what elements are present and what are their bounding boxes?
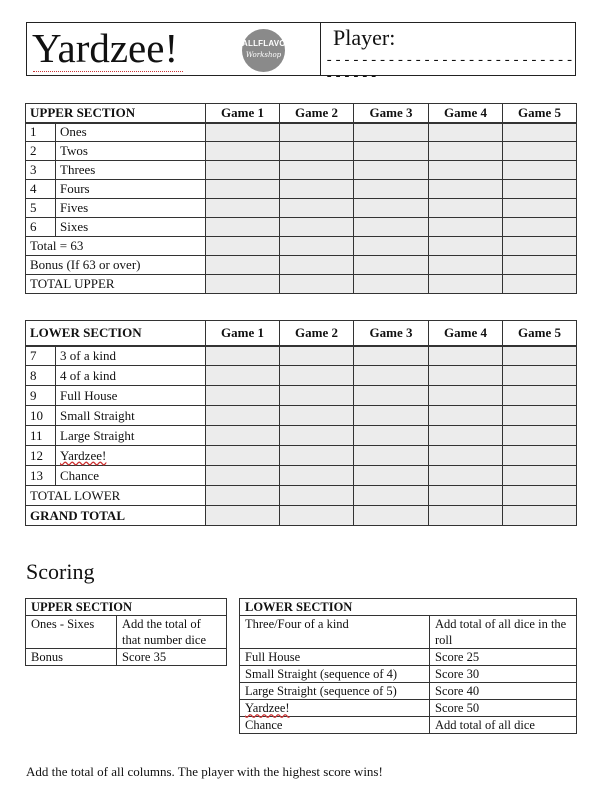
bonus-row-label: Bonus (If 63 or over) bbox=[26, 256, 206, 275]
score-cell[interactable] bbox=[206, 161, 280, 180]
game-column-header: Game 2 bbox=[280, 321, 354, 346]
row-number: 10 bbox=[26, 406, 56, 426]
score-cell[interactable] bbox=[503, 161, 577, 180]
row-label: Fives bbox=[56, 199, 206, 218]
score-cell[interactable] bbox=[429, 237, 503, 256]
score-cell[interactable] bbox=[206, 123, 280, 142]
game-column-header: Game 1 bbox=[206, 104, 280, 123]
score-cell[interactable] bbox=[503, 237, 577, 256]
score-cell[interactable] bbox=[429, 446, 503, 466]
rule-name: Yardzee! bbox=[240, 700, 430, 717]
game-column-header: Game 5 bbox=[503, 104, 577, 123]
row-number: 12 bbox=[26, 446, 56, 466]
score-cell[interactable] bbox=[280, 180, 354, 199]
player-name-line[interactable]: ---------------------------------- bbox=[325, 53, 575, 85]
rule-score: Score 30 bbox=[430, 666, 577, 683]
score-row bbox=[26, 506, 577, 526]
score-cell[interactable] bbox=[354, 256, 429, 275]
score-cell[interactable] bbox=[503, 346, 577, 366]
score-cell[interactable] bbox=[206, 142, 280, 161]
scoring-heading: Scoring bbox=[26, 559, 95, 584]
score-row bbox=[26, 426, 577, 446]
score-cell[interactable] bbox=[503, 275, 577, 294]
score-cell[interactable] bbox=[429, 466, 503, 486]
score-row bbox=[26, 486, 577, 506]
score-row bbox=[26, 406, 577, 426]
score-cell[interactable] bbox=[354, 199, 429, 218]
rule-name: Full House bbox=[240, 649, 430, 666]
score-cell[interactable] bbox=[503, 180, 577, 199]
score-cell[interactable] bbox=[206, 406, 280, 426]
header-box bbox=[26, 22, 576, 85]
score-cell[interactable] bbox=[354, 142, 429, 161]
logo-text-bottom: Workshop bbox=[245, 51, 282, 59]
rule-name: Three/Four of a kind bbox=[240, 616, 430, 649]
player-label: Player: bbox=[333, 25, 396, 50]
rule-score: Score 25 bbox=[430, 649, 577, 666]
row-number: 8 bbox=[26, 366, 56, 386]
score-cell[interactable] bbox=[280, 199, 354, 218]
score-row bbox=[26, 386, 577, 406]
row-label: Full House bbox=[56, 386, 206, 406]
score-cell[interactable] bbox=[429, 346, 503, 366]
score-cell[interactable] bbox=[206, 506, 280, 526]
score-cell[interactable] bbox=[503, 406, 577, 426]
row-number: 13 bbox=[26, 466, 56, 486]
score-cell[interactable] bbox=[354, 366, 429, 386]
score-cell[interactable] bbox=[354, 446, 429, 466]
rule-score: Add total of all dice in the roll bbox=[430, 616, 577, 649]
rule-score: Score 50 bbox=[430, 700, 577, 717]
rule-name: Chance bbox=[240, 717, 430, 734]
score-row bbox=[26, 466, 577, 486]
score-cell[interactable] bbox=[503, 426, 577, 446]
page-title: Yardzee! bbox=[32, 25, 179, 71]
game-column-header: Game 3 bbox=[354, 321, 429, 346]
rule-score: Add total of all dice bbox=[430, 717, 577, 734]
score-row bbox=[26, 218, 577, 237]
score-row bbox=[26, 199, 577, 218]
score-cell[interactable] bbox=[354, 275, 429, 294]
logo-text-top: ALLFLAVOR bbox=[242, 39, 292, 48]
score-cell[interactable] bbox=[206, 346, 280, 366]
scoring-lower-table bbox=[239, 598, 577, 734]
score-cell[interactable] bbox=[206, 180, 280, 199]
score-cell[interactable] bbox=[206, 199, 280, 218]
score-cell[interactable] bbox=[206, 446, 280, 466]
row-label: 4 of a kind bbox=[56, 366, 206, 386]
game-column-header: Game 3 bbox=[354, 104, 429, 123]
lower-section-table bbox=[25, 320, 577, 526]
header-row bbox=[26, 321, 577, 346]
row-label: Ones bbox=[56, 123, 206, 142]
score-cell[interactable] bbox=[503, 123, 577, 142]
section-heading: UPPER SECTION bbox=[26, 104, 206, 123]
score-cell[interactable] bbox=[206, 366, 280, 386]
row-label: Yardzee! bbox=[56, 446, 206, 466]
row-number: 4 bbox=[26, 180, 56, 199]
header-row bbox=[26, 104, 577, 123]
score-cell[interactable] bbox=[206, 386, 280, 406]
row-label: Chance bbox=[56, 466, 206, 486]
game-column-header: Game 5 bbox=[503, 321, 577, 346]
score-cell[interactable] bbox=[354, 346, 429, 366]
rule-score: Add the total of that number dice bbox=[117, 616, 227, 649]
score-cell[interactable] bbox=[429, 366, 503, 386]
rule-name: Small Straight (sequence of 4) bbox=[240, 666, 430, 683]
score-cell[interactable] bbox=[206, 275, 280, 294]
score-cell[interactable] bbox=[429, 123, 503, 142]
score-cell[interactable] bbox=[429, 275, 503, 294]
score-cell[interactable] bbox=[429, 199, 503, 218]
score-cell[interactable] bbox=[206, 486, 280, 506]
score-cell[interactable] bbox=[280, 237, 354, 256]
row-number: 7 bbox=[26, 346, 56, 366]
score-cell[interactable] bbox=[503, 199, 577, 218]
score-row bbox=[26, 180, 577, 199]
row-number: 11 bbox=[26, 426, 56, 446]
row-number: 5 bbox=[26, 199, 56, 218]
score-cell[interactable] bbox=[503, 256, 577, 275]
score-cell[interactable] bbox=[429, 386, 503, 406]
row-label: Small Straight bbox=[56, 406, 206, 426]
rule-name: Ones - Sixes bbox=[26, 616, 117, 649]
score-cell[interactable] bbox=[503, 366, 577, 386]
score-cell[interactable] bbox=[280, 142, 354, 161]
total-row-label: Total = 63 bbox=[26, 237, 206, 256]
row-number: 3 bbox=[26, 161, 56, 180]
allflavor-logo bbox=[242, 29, 292, 72]
score-cell[interactable] bbox=[503, 506, 577, 526]
row-label: Large Straight bbox=[56, 426, 206, 446]
score-cell[interactable] bbox=[280, 506, 354, 526]
score-cell[interactable] bbox=[280, 446, 354, 466]
score-cell[interactable] bbox=[354, 386, 429, 406]
score-cell[interactable] bbox=[429, 161, 503, 180]
row-number: 9 bbox=[26, 386, 56, 406]
rule-score: Score 40 bbox=[430, 683, 577, 700]
grand-total-label: GRAND TOTAL bbox=[26, 506, 206, 526]
score-cell[interactable] bbox=[280, 386, 354, 406]
header-divider bbox=[320, 23, 321, 75]
footer-instructions: Add the total of all columns. The player with the highest score wins! bbox=[26, 764, 383, 779]
row-label: Sixes bbox=[56, 218, 206, 237]
score-cell[interactable] bbox=[503, 466, 577, 486]
row-number: 6 bbox=[26, 218, 56, 237]
score-cell[interactable] bbox=[503, 142, 577, 161]
score-cell[interactable] bbox=[354, 506, 429, 526]
score-cell[interactable] bbox=[280, 346, 354, 366]
score-cell[interactable] bbox=[206, 237, 280, 256]
row-label: Fours bbox=[56, 180, 206, 199]
score-cell[interactable] bbox=[280, 218, 354, 237]
game-column-header: Game 1 bbox=[206, 321, 280, 346]
total-upper-label: TOTAL UPPER bbox=[26, 275, 206, 294]
rule-score: Score 35 bbox=[117, 649, 227, 666]
game-column-header: Game 4 bbox=[429, 104, 503, 123]
score-row bbox=[26, 123, 577, 142]
score-cell[interactable] bbox=[206, 466, 280, 486]
upper-section-table bbox=[25, 103, 577, 294]
score-cell[interactable] bbox=[354, 466, 429, 486]
score-cell[interactable] bbox=[503, 486, 577, 506]
score-row bbox=[26, 142, 577, 161]
score-cell[interactable] bbox=[206, 218, 280, 237]
spellcheck-underline bbox=[33, 68, 183, 72]
score-cell[interactable] bbox=[354, 406, 429, 426]
score-row bbox=[26, 346, 577, 366]
score-cell[interactable] bbox=[280, 406, 354, 426]
score-cell[interactable] bbox=[429, 218, 503, 237]
score-cell[interactable] bbox=[429, 256, 503, 275]
score-cell[interactable] bbox=[429, 506, 503, 526]
score-cell[interactable] bbox=[280, 256, 354, 275]
score-cell[interactable] bbox=[280, 275, 354, 294]
score-cell[interactable] bbox=[429, 142, 503, 161]
score-row bbox=[26, 161, 577, 180]
score-row bbox=[26, 256, 577, 275]
score-cell[interactable] bbox=[503, 386, 577, 406]
score-cell[interactable] bbox=[280, 466, 354, 486]
scoring-upper-heading: UPPER SECTION bbox=[26, 599, 227, 616]
score-cell[interactable] bbox=[354, 180, 429, 199]
score-cell[interactable] bbox=[280, 161, 354, 180]
row-number: 1 bbox=[26, 123, 56, 142]
score-cell[interactable] bbox=[429, 486, 503, 506]
score-cell[interactable] bbox=[503, 446, 577, 466]
section-heading: LOWER SECTION bbox=[26, 321, 206, 346]
score-cell[interactable] bbox=[354, 123, 429, 142]
score-cell[interactable] bbox=[206, 426, 280, 446]
rule-name: Large Straight (sequence of 5) bbox=[240, 683, 430, 700]
scoring-lower-heading: LOWER SECTION bbox=[240, 599, 577, 616]
score-cell[interactable] bbox=[206, 256, 280, 275]
score-row bbox=[26, 237, 577, 256]
row-label: Twos bbox=[56, 142, 206, 161]
row-label: 3 of a kind bbox=[56, 346, 206, 366]
score-row bbox=[26, 275, 577, 294]
score-cell[interactable] bbox=[354, 237, 429, 256]
total-lower-label: TOTAL LOWER bbox=[26, 486, 206, 506]
score-cell[interactable] bbox=[429, 426, 503, 446]
score-row bbox=[26, 366, 577, 386]
game-column-header: Game 4 bbox=[429, 321, 503, 346]
score-cell[interactable] bbox=[280, 123, 354, 142]
score-cell[interactable] bbox=[280, 486, 354, 506]
score-cell[interactable] bbox=[354, 486, 429, 506]
row-number: 2 bbox=[26, 142, 56, 161]
score-cell[interactable] bbox=[354, 426, 429, 446]
row-label: Threes bbox=[56, 161, 206, 180]
score-cell[interactable] bbox=[429, 406, 503, 426]
game-column-header: Game 2 bbox=[280, 104, 354, 123]
scoring-upper-table bbox=[25, 598, 227, 666]
score-cell[interactable] bbox=[503, 218, 577, 237]
score-cell[interactable] bbox=[429, 180, 503, 199]
score-cell[interactable] bbox=[280, 366, 354, 386]
score-cell[interactable] bbox=[280, 426, 354, 446]
rule-name: Bonus bbox=[26, 649, 117, 666]
score-cell[interactable] bbox=[354, 161, 429, 180]
score-row bbox=[26, 446, 577, 466]
score-cell[interactable] bbox=[354, 218, 429, 237]
